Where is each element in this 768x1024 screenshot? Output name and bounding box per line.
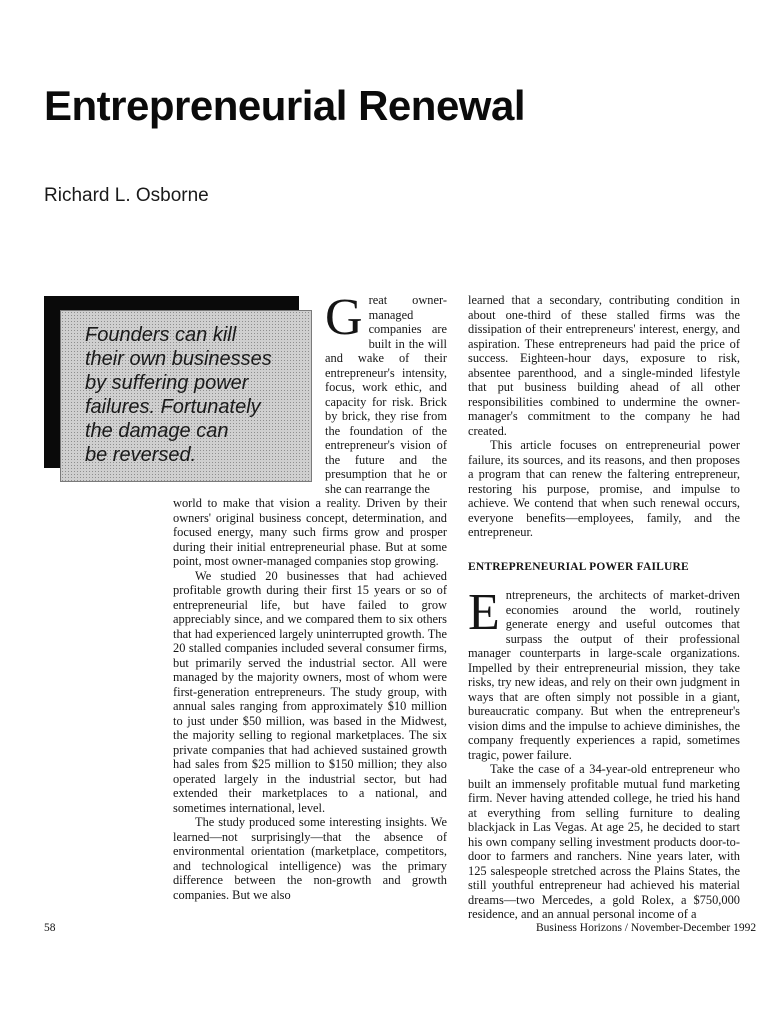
author-byline: Richard L. Osborne [44,185,209,206]
drop-cap-e: E [468,584,500,641]
drop-cap-g: G [325,289,363,346]
pull-quote-line: their own businesses [85,348,272,370]
left-column [173,289,447,902]
study-paragraph: We studied 20 businesses that had achieved profitable growth during their first 15 years or so of entrepreneurial life, but have failed to grow appreciably since, and we compared them to six others that had experienced largely uninterrupted growth. The 20 stalled companies included several consumer firms, but primarily served the industrial sector. All were managed by the majority owners, most of whom were first-generation entrepreneurs. The study group, with annual sales ranging from approximately $10 million to just under $50 million, was based in the Midwest, the majority selling to regional marketplaces. The six private companies that had achieved sustained growth had sales from $25 million to $150 million; they also operated largely in the industrial sector, but had extended their marketplaces to a national, and sometimes international, level. [173,568,447,815]
page-number: 58 [44,922,56,934]
right-column [468,293,740,922]
focus-paragraph: This article focuses on entrepreneurial power failure, its sources, and its reasons, and then proposes a program that can renew the faltering entrepreneur, restoring his purpose, promise, and impulse to achieve. We contend that when such renewal occurs, everyone benefits—employees, family, and the entrepreneur. [468,438,740,539]
case-paragraph: Take the case of a 34-year-old entrepreneur who built an immensely profitable mutual fund marketing firm. Never having attended college, he tried his hand at everything from selling furniture to dealing blackjack in Las Vegas. At age 25, he decided to start his own company selling investment products door-to-door to farmers and ranchers. Nine years later, with 125 salespeople stretched across the Plains States, the still youthful entrepreneur had achieved his material dreams—two Mercedes, a gold Rolex, a $750,000 residence, and an annual personal income of a [468,762,740,921]
opening-paragraph: reat owner-managed companies are built in the will and wake of their entrepreneur's intensity, focus, work ethic, and capacity for risk. Brick by brick, they rise from the foundation of the entrepreneur's vision of the future and the presumption that he or she can rearrange the [325,293,447,496]
article-title: Entrepreneurial Renewal [44,82,525,129]
pull-quote-line: be reversed. [85,444,197,466]
pull-quote-line: by suffering power [85,372,249,394]
continued-paragraph: learned that a secondary, contributing condition in about one-third of these stalled firms was the dissipation of their entrepreneurs' interest, energy, and aspiration. These entrepreneurs had paid the price of success. Eighteen-hour days, exposure to risk, absentee parenthood, and a single-minded lifestyle that put business building ahead of all other responsibilities combined to undermine the owner-manager's commitment to the company he had created. [468,293,740,438]
insights-paragraph: The study produced some interesting insights. We learned—not surprisingly—that the absence of environmental orientation (marketplace, competitors, and technological intelligence) was the primary difference between the non-growth and growth companies. But we also [173,815,447,902]
opening-paragraph-continued: world to make that vision a reality. Driven by their owners' original business concept, determination, and focused energy, many such firms grow and prosper during their initial entrepreneurial phase. But at some point, most owner-managed companies stop growing. [173,496,447,568]
pull-quote-line: Founders can kill [85,324,237,346]
architects-paragraph: ntrepreneurs, the architects of market-driven economies around the world, routinely generate energy and useful outcomes that surpass the output of their professional manager counterparts in large-scale organizations. Impelled by their entrepreneurial mission, they take risks, try new ideas, and rely on their own judgment in ways that are often simply not possible in a giant, bureaucratic company. But when the entrepreneur's vision dims and the impulse to achieve diminishes, the company frequently experiences a rapid, sometimes tragic, power failure. [468,588,740,762]
pull-quote-line: the damage can [85,420,229,442]
opening-paragraph-wrap [325,289,447,496]
journal-footer: Business Horizons / November-December 1992 [536,922,757,934]
section-heading: ENTREPRENEURIAL POWER FAILURE [468,560,689,573]
pull-quote-line: failures. Fortunately [85,396,261,418]
